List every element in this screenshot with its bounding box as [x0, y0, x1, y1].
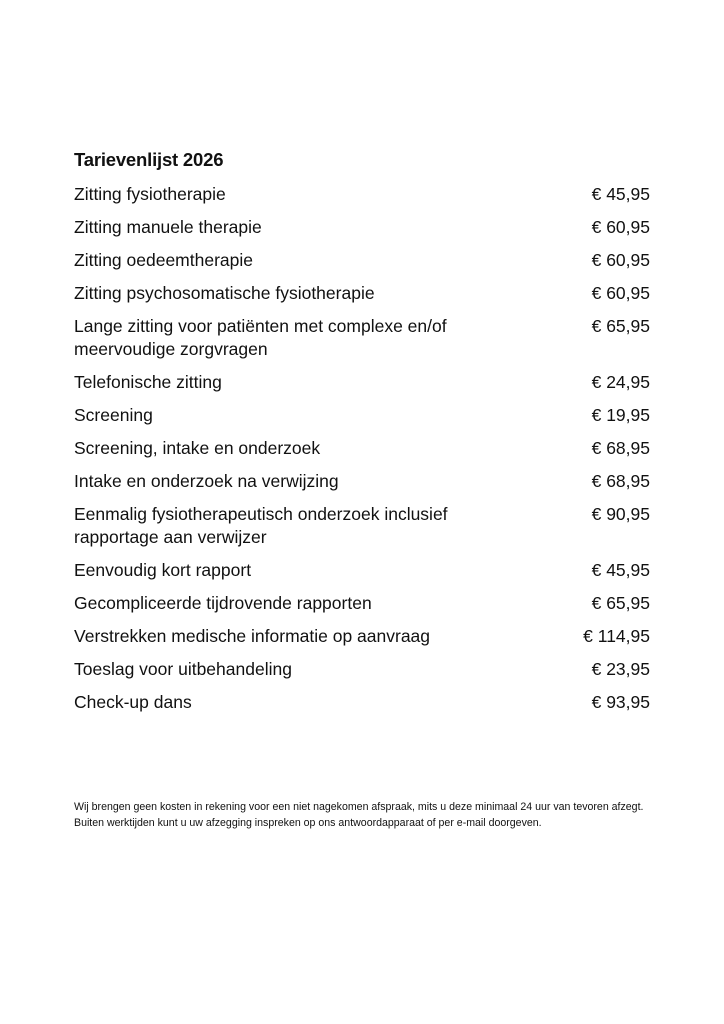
service-price: € 90,95 — [591, 504, 650, 524]
service-label: Zitting fysiotherapie — [74, 184, 226, 204]
service-price: € 93,95 — [591, 692, 650, 712]
service-price: € 60,95 — [591, 283, 650, 303]
service-label: Zitting oedeemtherapie — [74, 250, 253, 270]
service-label: Telefonische zitting — [74, 372, 222, 392]
price-row — [74, 625, 650, 648]
service-price: € 24,95 — [591, 372, 650, 392]
service-label: Zitting psychosomatische fysiotherapie — [74, 283, 375, 303]
service-price: € 19,95 — [591, 405, 650, 425]
price-row — [74, 592, 650, 615]
service-price: € 60,95 — [591, 250, 650, 270]
service-price: € 114,95 — [583, 626, 650, 646]
price-row — [74, 249, 650, 272]
service-label: Eenvoudig kort rapport — [74, 560, 252, 580]
price-row — [74, 315, 650, 361]
price-list — [74, 183, 650, 724]
price-row — [74, 404, 650, 427]
service-price: € 65,95 — [591, 316, 650, 336]
cancellation-note: Wij brengen geen kosten in rekening voor een niet nagekomen afspraak, mits u deze minimaal 24 uur van tevoren afzegt. Buiten werktijden kunt u uw afzegging inspreken op ons antwoordapparaat of per e-mail doorgeven. — [74, 801, 644, 829]
service-price: € 68,95 — [591, 438, 650, 458]
price-row — [74, 183, 650, 206]
service-label: Lange zitting voor patiënten met complexe en/of meervoudige zorgvragen — [74, 316, 447, 359]
service-price: € 60,95 — [591, 217, 650, 237]
service-label: Zitting manuele therapie — [74, 217, 262, 237]
service-label: Toeslag voor uitbehandeling — [74, 659, 292, 679]
price-row — [74, 658, 650, 681]
price-row — [74, 691, 650, 714]
service-label: Screening — [74, 405, 153, 425]
service-label: Eenmalig fysiotherapeutisch onderzoek inclusief rapportage aan verwijzer — [74, 504, 448, 547]
price-row — [74, 470, 650, 493]
price-row — [74, 503, 650, 549]
service-price: € 65,95 — [591, 593, 650, 613]
service-label: Screening, intake en onderzoek — [74, 438, 321, 458]
service-price: € 68,95 — [591, 471, 650, 491]
service-price: € 45,95 — [591, 184, 650, 204]
service-label: Verstrekken medische informatie op aanvraag — [74, 626, 431, 646]
price-row — [74, 282, 650, 305]
page-title: Tarievenlijst 2026 — [74, 149, 224, 170]
price-row — [74, 371, 650, 394]
service-label: Check-up dans — [74, 692, 192, 712]
service-price: € 23,95 — [591, 659, 650, 679]
price-row — [74, 437, 650, 460]
service-label: Gecompliceerde tijdrovende rapporten — [74, 593, 372, 613]
price-row — [74, 216, 650, 239]
service-label: Intake en onderzoek na verwijzing — [74, 471, 339, 491]
service-price: € 45,95 — [591, 560, 650, 580]
price-row — [74, 559, 650, 582]
